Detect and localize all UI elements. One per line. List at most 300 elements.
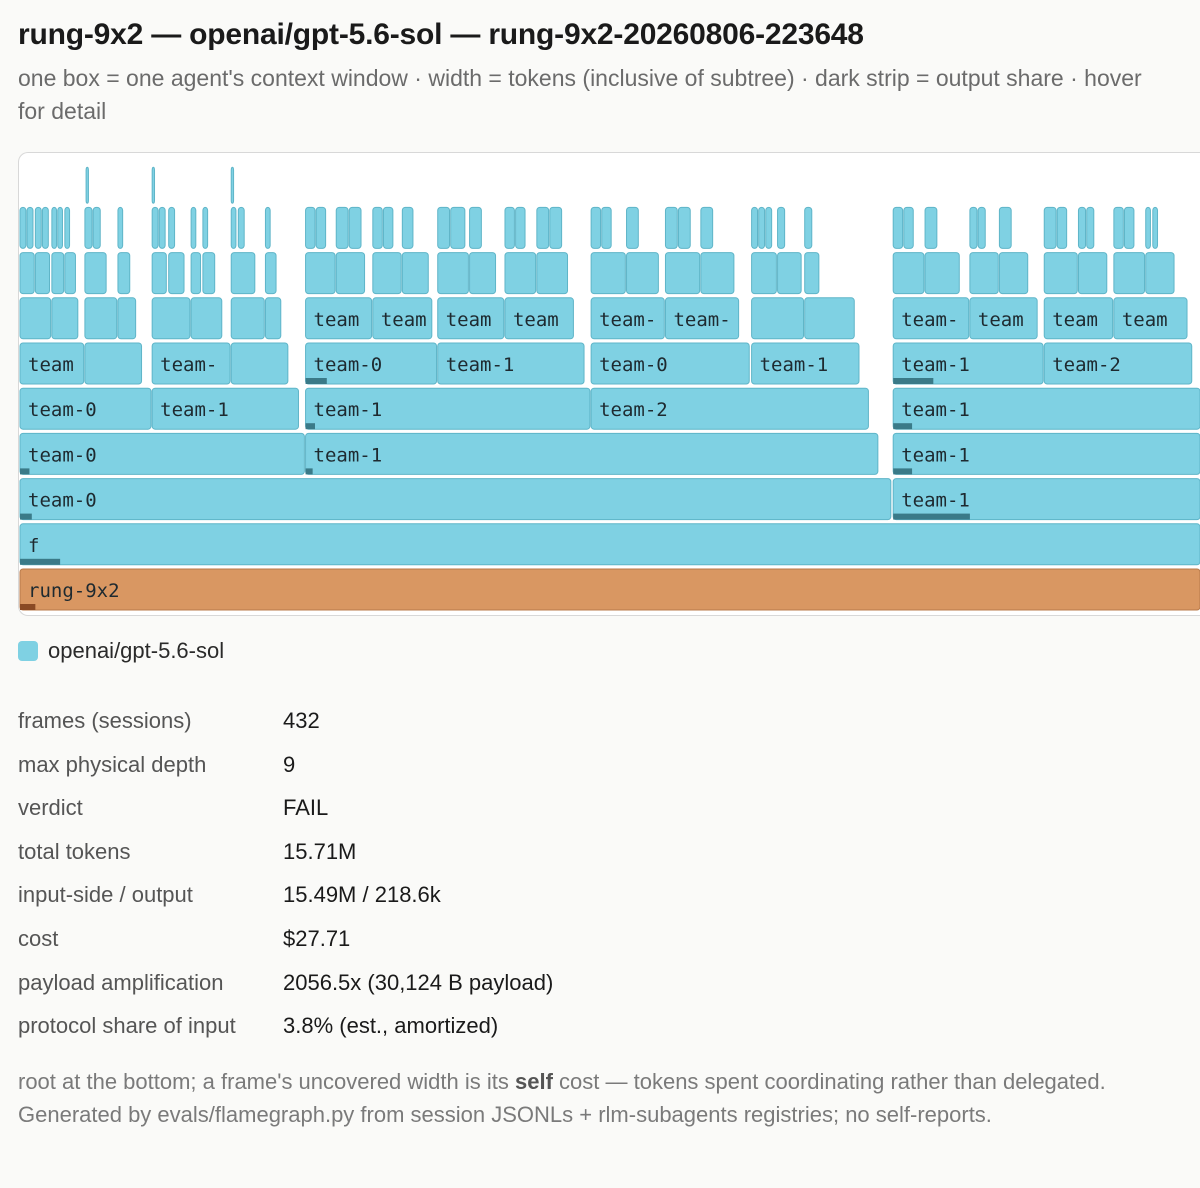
frame-box[interactable] (231, 343, 288, 384)
flame-frame[interactable] (93, 207, 100, 248)
flame-frame[interactable] (118, 207, 123, 248)
frame-box[interactable] (118, 207, 123, 248)
frame-box[interactable] (1146, 253, 1174, 294)
frame-box[interactable] (1044, 253, 1077, 294)
frame-label: team- (901, 308, 959, 331)
frame-box[interactable] (752, 207, 758, 248)
frame-box[interactable] (20, 298, 51, 339)
flame-frame[interactable] (159, 207, 165, 248)
flame-frame[interactable] (20, 298, 51, 339)
frame-label: team (512, 308, 559, 331)
output-strip (893, 423, 912, 429)
flame-frame[interactable] (893, 343, 1043, 384)
frame-box[interactable] (152, 253, 166, 294)
flame-frame[interactable] (1078, 207, 1085, 248)
frame-box[interactable] (85, 207, 92, 248)
flame-frame[interactable] (602, 207, 611, 248)
frame-box[interactable] (805, 253, 819, 294)
output-strip (306, 423, 315, 429)
frame-box[interactable] (999, 207, 1011, 248)
frame-label: team-1 (901, 489, 970, 512)
frame-box[interactable] (306, 207, 315, 248)
stat-value: 432 (283, 708, 320, 733)
flame-frame[interactable] (118, 253, 130, 294)
frame-box[interactable] (65, 207, 70, 248)
frame-box[interactable] (701, 253, 734, 294)
frame-box[interactable] (58, 207, 63, 248)
flame-frame[interactable] (970, 253, 998, 294)
stat-label: protocol share of input (18, 1013, 236, 1039)
flame-frame[interactable] (402, 207, 413, 248)
frame-box[interactable] (516, 207, 525, 248)
flame-frame[interactable] (752, 253, 777, 294)
flame-frame[interactable] (1044, 298, 1112, 339)
flame-frame[interactable] (203, 207, 208, 248)
flame-frame[interactable] (893, 433, 1200, 474)
flame-frame[interactable] (778, 253, 802, 294)
flame-frame[interactable] (999, 207, 1011, 248)
frame-label: team-1 (759, 354, 829, 376)
flame-frame[interactable] (591, 388, 868, 429)
frame-box[interactable] (383, 207, 392, 248)
frame-box[interactable] (373, 253, 401, 294)
output-strip (20, 468, 29, 474)
frame-label: team-0 (28, 444, 97, 467)
frame-label: team-1 (313, 444, 383, 467)
flame-frame[interactable] (805, 298, 855, 339)
flame-frame[interactable] (1044, 253, 1077, 294)
flame-frame[interactable] (893, 298, 969, 339)
frame-box[interactable] (336, 207, 348, 248)
flame-frame[interactable] (20, 253, 34, 294)
flame-frame[interactable] (665, 253, 699, 294)
flame-frame[interactable] (373, 253, 401, 294)
flame-frame[interactable] (1057, 207, 1066, 248)
flame-frame[interactable] (238, 207, 244, 248)
frame-label: team-0 (28, 399, 97, 422)
frame-box[interactable] (591, 207, 600, 248)
flame-frame[interactable] (516, 207, 525, 248)
flame-frame[interactable] (1153, 207, 1158, 248)
flame-frame[interactable] (152, 298, 190, 339)
frame-box[interactable] (373, 207, 382, 248)
flame-frame[interactable] (231, 167, 233, 203)
flame-frame[interactable] (438, 298, 504, 339)
frame-box[interactable] (231, 167, 233, 203)
frame-box[interactable] (52, 298, 78, 339)
frame-box[interactable] (505, 207, 514, 248)
flame-frame[interactable] (1114, 253, 1145, 294)
flame-frame[interactable] (306, 388, 590, 429)
frame-box[interactable] (306, 433, 878, 474)
flame-frame[interactable] (65, 207, 70, 248)
flame-frame[interactable] (152, 253, 166, 294)
flame-frame[interactable] (505, 298, 573, 339)
frame-box[interactable] (265, 298, 280, 339)
flame-frame[interactable] (970, 298, 1037, 339)
frame-box[interactable] (701, 207, 713, 248)
frame-box[interactable] (316, 207, 325, 248)
frame-box[interactable] (118, 298, 136, 339)
frame-box[interactable] (85, 253, 106, 294)
frame-box[interactable] (1078, 253, 1106, 294)
flame-frame[interactable] (893, 388, 1200, 429)
frame-box[interactable] (238, 207, 244, 248)
flame-frame[interactable] (925, 207, 937, 248)
frame-label: team (28, 354, 74, 376)
frame-box[interactable] (65, 253, 76, 294)
frame-box[interactable] (159, 207, 165, 248)
frame-box[interactable] (169, 207, 175, 248)
flame-frame[interactable] (701, 253, 734, 294)
stat-label: cost (18, 925, 59, 951)
flame-frame[interactable] (265, 253, 276, 294)
flame-frame[interactable] (665, 298, 738, 339)
frame-box[interactable] (152, 167, 154, 203)
frame-box[interactable] (152, 298, 190, 339)
flame-frame[interactable] (1114, 298, 1187, 339)
flame-frame[interactable] (169, 207, 175, 248)
frame-box[interactable] (169, 253, 184, 294)
output-strip (893, 468, 912, 474)
legend-swatch (18, 641, 38, 661)
footnote-text: root at the bottom; a frame's uncovered width is its (18, 1069, 515, 1094)
frame-box[interactable] (42, 207, 48, 248)
flame-frame[interactable] (438, 207, 450, 248)
flame-frame[interactable] (591, 253, 625, 294)
flame-frame[interactable] (118, 298, 136, 339)
frame-box[interactable] (231, 253, 255, 294)
flame-frame[interactable] (766, 207, 772, 248)
flame-frame[interactable] (778, 207, 785, 248)
footnote-text: cost — tokens spent coordinating rather than delegated. Generated by evals/flamegraph.py from session JSONLs + rlm-subagents registries; no self-reports. (18, 1069, 1106, 1127)
frame-box[interactable] (306, 253, 336, 294)
flame-frame[interactable] (35, 253, 49, 294)
flame-frame[interactable] (52, 253, 64, 294)
flame-frame[interactable] (265, 298, 280, 339)
flame-frame[interactable] (42, 207, 48, 248)
frame-box[interactable] (778, 253, 802, 294)
flame-frame[interactable] (550, 207, 562, 248)
flamegraph-panel (18, 152, 1200, 616)
footnote-emphasis: self (515, 1069, 553, 1094)
frame-box[interactable] (627, 253, 659, 294)
stat-label: payload amplification (18, 969, 224, 995)
frame-box[interactable] (759, 207, 765, 248)
frame-box[interactable] (678, 207, 690, 248)
flame-frame[interactable] (35, 207, 41, 248)
flame-frame[interactable] (1146, 207, 1151, 248)
frame-box[interactable] (20, 253, 34, 294)
flame-frame[interactable] (999, 253, 1027, 294)
frame-box[interactable] (778, 207, 785, 248)
flame-frame[interactable] (438, 343, 584, 384)
flame-frame[interactable] (20, 479, 891, 520)
flame-frame[interactable] (306, 207, 315, 248)
stat-value: $27.71 (283, 925, 351, 951)
frame-box[interactable] (402, 207, 413, 248)
flame-frame[interactable] (152, 388, 298, 429)
frame-box[interactable] (893, 253, 924, 294)
stat-label: max physical depth (18, 751, 207, 777)
flame-frame[interactable] (701, 207, 713, 248)
flame-frame[interactable] (191, 207, 196, 248)
frame-box[interactable] (537, 253, 568, 294)
flame-frame[interactable] (978, 207, 985, 248)
footnote (18, 1065, 1168, 1131)
frame-box[interactable] (925, 253, 959, 294)
stat-label: total tokens (18, 838, 131, 864)
frame-box[interactable] (1044, 207, 1056, 248)
flame-frame[interactable] (383, 207, 392, 248)
flame-frame[interactable] (1087, 207, 1094, 248)
frame-label: team (1121, 308, 1168, 331)
frame-box[interactable] (20, 207, 26, 248)
output-strip (893, 378, 933, 384)
output-strip (306, 468, 313, 474)
flame-frame[interactable] (85, 253, 106, 294)
flame-frame[interactable] (505, 253, 536, 294)
flame-frame[interactable] (152, 207, 158, 248)
frame-box[interactable] (537, 207, 549, 248)
flame-frame[interactable] (65, 253, 76, 294)
flame-frame[interactable] (85, 207, 92, 248)
frame-box[interactable] (665, 253, 699, 294)
frame-box[interactable] (118, 253, 130, 294)
flame-frame[interactable] (316, 207, 325, 248)
flame-frame[interactable] (20, 433, 304, 474)
flame-frame[interactable] (203, 253, 215, 294)
frame-box[interactable] (752, 253, 777, 294)
flame-frame[interactable] (27, 207, 33, 248)
flame-frame[interactable] (191, 253, 200, 294)
frame-label: rung-9x2 (28, 580, 120, 602)
flame-frame[interactable] (470, 207, 482, 248)
frame-label: team (977, 308, 1024, 331)
frame-box[interactable] (550, 207, 562, 248)
frame-box[interactable] (203, 253, 215, 294)
frame-label: team-1 (313, 399, 383, 422)
flame-frame[interactable] (925, 253, 959, 294)
flame-frame[interactable] (373, 207, 382, 248)
frame-box[interactable] (1153, 207, 1158, 248)
frame-label: team-2 (1052, 354, 1121, 376)
frame-label: team- (599, 308, 657, 331)
frame-box[interactable] (470, 253, 496, 294)
flame-frame[interactable] (759, 207, 765, 248)
stat-value: 9 (283, 751, 296, 777)
flame-frame[interactable] (191, 298, 222, 339)
frame-box[interactable] (349, 207, 361, 248)
frame-box[interactable] (752, 298, 804, 339)
frame-box[interactable] (805, 207, 812, 248)
flame-frame[interactable] (1044, 343, 1192, 384)
flame-frame[interactable] (893, 253, 924, 294)
frame-box[interactable] (978, 207, 985, 248)
frame-box[interactable] (1124, 207, 1133, 248)
flame-frame[interactable] (438, 253, 469, 294)
frame-box[interactable] (627, 207, 639, 248)
frame-label: team-2 (599, 399, 668, 422)
flame-frame[interactable] (169, 253, 184, 294)
flame-frame[interactable] (627, 253, 659, 294)
frame-box[interactable] (1087, 207, 1094, 248)
frame-box[interactable] (231, 207, 236, 248)
flame-frame[interactable] (1124, 207, 1133, 248)
frame-box[interactable] (85, 343, 142, 384)
frame-box[interactable] (602, 207, 611, 248)
frame-label: team-0 (599, 354, 668, 376)
flame-frame[interactable] (20, 524, 1200, 565)
flame-frame[interactable] (20, 207, 26, 248)
frame-box[interactable] (1114, 253, 1145, 294)
frame-box[interactable] (191, 207, 196, 248)
flame-frame[interactable] (752, 343, 859, 384)
flame-frame[interactable] (152, 167, 154, 203)
flame-frame[interactable] (678, 207, 690, 248)
flame-frame[interactable] (58, 207, 63, 248)
flame-frame[interactable] (306, 433, 878, 474)
flame-frame[interactable] (1114, 207, 1123, 248)
frame-box[interactable] (27, 207, 33, 248)
flame-frame[interactable] (505, 207, 514, 248)
flame-frame[interactable] (470, 253, 496, 294)
frame-box[interactable] (505, 253, 536, 294)
frame-box[interactable] (1114, 207, 1123, 248)
frame-box[interactable] (203, 207, 208, 248)
flame-frame[interactable] (665, 207, 677, 248)
flame-frame[interactable] (752, 298, 804, 339)
frame-label: team (445, 308, 492, 331)
output-strip (20, 514, 32, 520)
flame-frame[interactable] (591, 207, 600, 248)
frame-box[interactable] (1078, 207, 1085, 248)
flame-frame[interactable] (1078, 253, 1106, 294)
frame-box[interactable] (93, 207, 100, 248)
flame-frame[interactable] (893, 207, 902, 248)
frame-box[interactable] (191, 253, 200, 294)
frame-box[interactable] (402, 253, 428, 294)
frame-box[interactable] (766, 207, 772, 248)
flame-frame[interactable] (231, 207, 236, 248)
flame-frame[interactable] (1146, 253, 1174, 294)
flame-frame[interactable] (52, 298, 78, 339)
frame-box[interactable] (20, 524, 1200, 565)
frame-box[interactable] (231, 298, 264, 339)
page-subtitle: one box = one agent's context window · width = tokens (inclusive of subtree) · dark strip = output share · hover for detail (18, 65, 1142, 124)
flame-frame[interactable] (591, 298, 664, 339)
frame-label: team- (160, 354, 218, 376)
frame-box[interactable] (805, 298, 855, 339)
flame-frame[interactable] (349, 207, 361, 248)
flame-frame[interactable] (805, 207, 812, 248)
flame-frame[interactable] (805, 253, 819, 294)
frame-label: team-1 (901, 399, 970, 422)
frame-box[interactable] (191, 298, 222, 339)
flame-frame[interactable] (336, 253, 364, 294)
frame-box[interactable] (451, 207, 465, 248)
frame-box[interactable] (35, 207, 41, 248)
flame-frame[interactable] (85, 298, 117, 339)
frame-box[interactable] (20, 569, 1200, 610)
flame-frame[interactable] (20, 343, 84, 384)
frame-box[interactable] (904, 207, 913, 248)
flame-frame[interactable] (265, 207, 270, 248)
flame-frame[interactable] (231, 253, 255, 294)
flame-frame[interactable] (52, 207, 57, 248)
flame-frame[interactable] (373, 298, 432, 339)
flame-frame[interactable] (306, 253, 336, 294)
frame-box[interactable] (925, 207, 937, 248)
flame-frame[interactable] (537, 207, 549, 248)
frame-box[interactable] (1146, 207, 1151, 248)
flame-frame[interactable] (591, 343, 749, 384)
flame-frame[interactable] (904, 207, 913, 248)
legend (18, 636, 224, 666)
frame-box[interactable] (86, 167, 88, 203)
flame-frame[interactable] (86, 167, 88, 203)
flame-frame[interactable] (970, 207, 977, 248)
frame-box[interactable] (265, 253, 276, 294)
flame-frame[interactable] (627, 207, 639, 248)
stat-value: 2056.5x (30,124 B payload) (283, 969, 554, 995)
frame-box[interactable] (438, 253, 469, 294)
frame-box[interactable] (591, 253, 625, 294)
flame-frame[interactable] (85, 343, 142, 384)
flame-frame[interactable] (336, 207, 348, 248)
stat-label: input-side / output (18, 882, 193, 908)
frame-box[interactable] (970, 253, 998, 294)
frame-box[interactable] (265, 207, 270, 248)
root-frame[interactable] (20, 569, 1200, 610)
frame-label: team (313, 308, 360, 331)
flame-frame[interactable] (231, 298, 264, 339)
frame-box[interactable] (52, 207, 57, 248)
frame-box[interactable] (1057, 207, 1066, 248)
frame-box[interactable] (35, 253, 49, 294)
frame-label: team (380, 308, 427, 331)
frame-box[interactable] (336, 253, 364, 294)
flame-frame[interactable] (402, 253, 428, 294)
frame-box[interactable] (665, 207, 677, 248)
flame-frame[interactable] (20, 388, 151, 429)
flame-frame[interactable] (152, 343, 230, 384)
frame-label: team-0 (313, 354, 383, 376)
flame-frame[interactable] (451, 207, 465, 248)
frame-box[interactable] (52, 253, 64, 294)
page-title: rung-9x2 — openai/gpt-5.6-sol — rung-9x2-20260806-223648 (18, 18, 864, 51)
flame-frame[interactable] (752, 207, 758, 248)
frame-box[interactable] (893, 207, 902, 248)
frame-box[interactable] (438, 207, 450, 248)
frame-box[interactable] (85, 298, 117, 339)
frame-box[interactable] (20, 479, 891, 520)
stat-label: frames (sessions) (18, 708, 192, 733)
flamegraph (19, 153, 1200, 615)
frame-box[interactable] (152, 207, 158, 248)
flame-frame[interactable] (306, 298, 372, 339)
frame-label: team- (673, 308, 731, 331)
frame-box[interactable] (470, 207, 482, 248)
frame-box[interactable] (999, 253, 1027, 294)
flame-frame[interactable] (231, 343, 288, 384)
flame-frame[interactable] (306, 343, 437, 384)
flame-frame[interactable] (537, 253, 568, 294)
frame-label: team-1 (901, 444, 970, 467)
flame-frame[interactable] (1044, 207, 1056, 248)
flame-frame[interactable] (893, 479, 1200, 520)
frame-box[interactable] (970, 207, 977, 248)
